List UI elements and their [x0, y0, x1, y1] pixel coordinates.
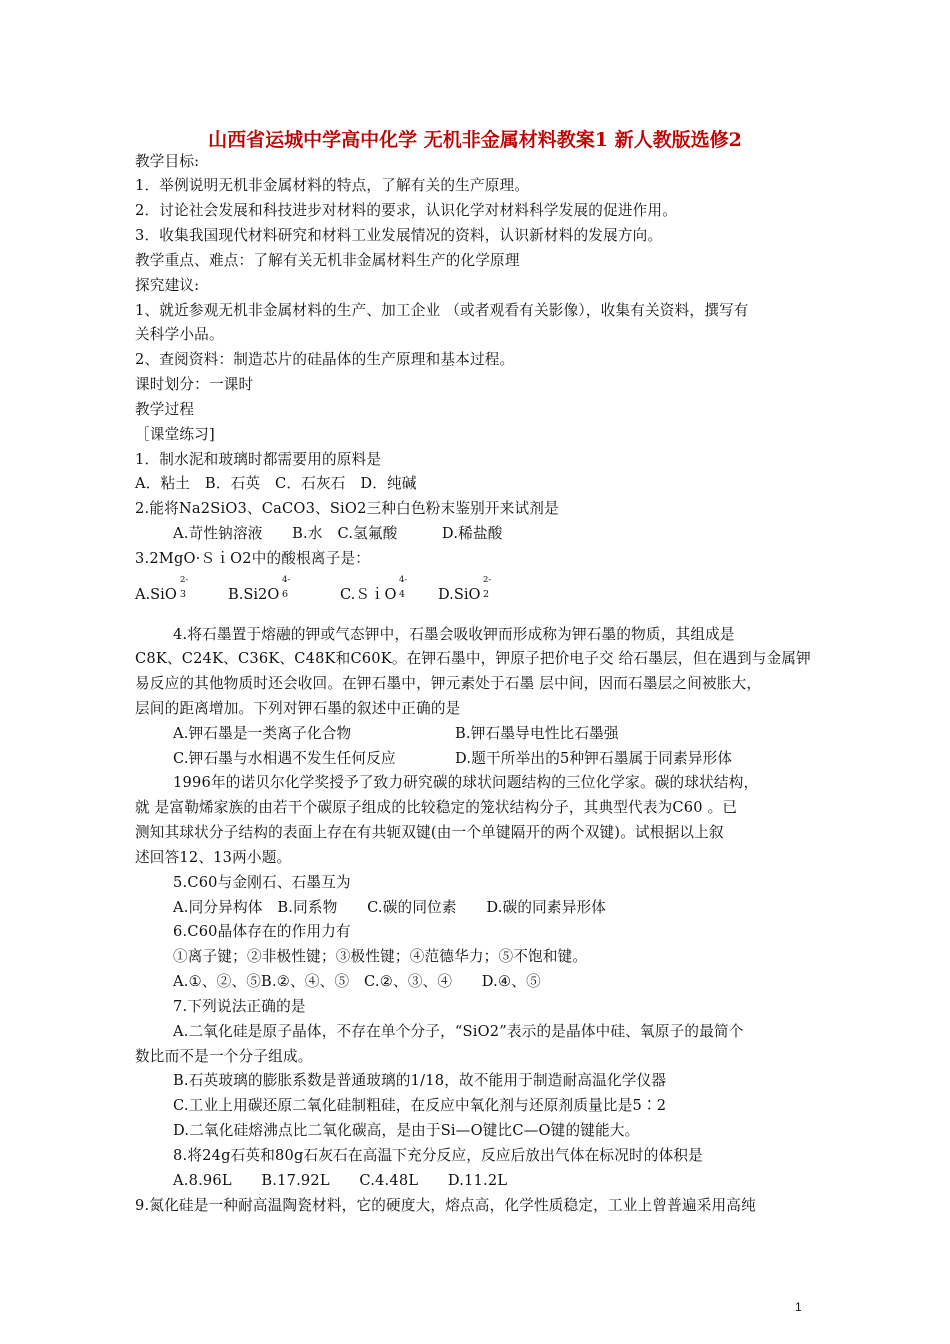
option-c-formula: C.ＳｉO [340, 586, 397, 603]
text-line: A．粘土 B．石英 C．石灰石 D．纯碱 [135, 475, 417, 492]
text-line: A.钾石墨是一类离子化合物 [173, 725, 352, 742]
option-b-formula: B.Si2O [228, 586, 280, 603]
text-line: ①离子键；②非极性键；③极性键；④范德华力；⑤不饱和键。 [173, 948, 588, 965]
text-line: 测知其球状分子结构的表面上存在有共轭双键(由一个单键隔开的两个双键)。试根据以上叙 [135, 824, 724, 841]
text-line: 2、查阅资料：制造芯片的硅晶体的生产原理和基本过程。 [135, 351, 515, 368]
text-line: 层间的距离增加。下列对钾石墨的叙述中正确的是 [135, 700, 461, 717]
option-a-charge: 2- [180, 575, 189, 585]
text-line: 课时划分：一课时 [135, 376, 254, 393]
text-line: 3．收集我国现代材料研究和材料工业发展情况的资料，认识新材料的发展方向。 [135, 227, 663, 244]
text-line: 教学重点、难点：了解有关无机非金属材料生产的化学原理 [135, 252, 520, 269]
text-line: 数比而不是一个分子组成。 [135, 1048, 313, 1065]
document-title: 山西省运城中学高中化学 无机非金属材料教案1 新人教版选修2 [208, 129, 742, 151]
option-b-subscript: 6 [282, 589, 289, 600]
option-b-charge: 4- [282, 575, 291, 585]
text-line: 1、就近参观无机非金属材料的生产、加工企业 （或者观看有关影像），收集有关资料，撰写有 [135, 302, 749, 319]
text-line: A.①、②、⑤B.②、④、⑤ C.②、③、④ D.④、⑤ [173, 973, 541, 990]
text-line: A.苛性钠溶液 B.水 C.氢氟酸 D.稀盐酸 [173, 525, 503, 542]
text-line: ［课堂练习] [135, 426, 215, 443]
text-line: 5.C60与金刚石、石墨互为 [173, 874, 351, 891]
text-line: 1．举例说明无机非金属材料的特点，了解有关的生产原理。 [135, 177, 530, 194]
text-line: 2.能将Na2SiO3、CaCO3、SiO2三种白色粉末鉴别开来试剂是 [135, 500, 559, 517]
option-a-formula: A.SiO [135, 586, 177, 603]
option-d-subscript: 2 [483, 589, 490, 600]
text-line: 述回答12、13两小题。 [135, 849, 292, 866]
text-line: C.钾石墨与水相遇不发生任何反应 [173, 750, 396, 767]
text-line: 就 是富勒烯家族的由若干个碳原子组成的比较稳定的笼状结构分子，其典型代表为C60 。已 [135, 799, 738, 816]
text-line: D.题干所举出的5种钾石墨属于同素异形体 [455, 750, 733, 767]
option-d-formula: D.SiO [438, 586, 481, 603]
text-line: A.二氧化硅是原子晶体，不存在单个分子，“SiO2”表示的是晶体中硅、氧原子的最简个 [173, 1023, 744, 1040]
text-line: C.工业上用碳还原二氧化硅制粗硅，在反应中氧化剂与还原剂质量比是5∶2 [173, 1097, 667, 1114]
option-c-charge: 4- [399, 575, 408, 585]
text-line: B.石英玻璃的膨胀系数是普通玻璃的1/18，故不能用于制造耐高温化学仪器 [173, 1072, 667, 1089]
text-line: B.钾石墨导电性比石墨强 [455, 725, 619, 742]
text-line: 教学目标: [135, 153, 200, 170]
text-line: 8.将24g石英和80g石灰石在高温下充分反应，反应后放出气体在标况时的体积是 [173, 1147, 703, 1164]
text-line: 1996年的诺贝尔化学奖授予了致力研究碳的球状问题结构的三位化学家。碳的球状结构， [173, 774, 759, 791]
text-line: 易反应的其他物质时还会收回。在钾石墨中，钾元素处于石墨 层中间，因而石墨层之间被胀大， [135, 675, 762, 692]
text-line: 6.C60晶体存在的作用力有 [173, 923, 351, 940]
text-line: 3.2MgO·ＳｉO2中的酸根离子是： [135, 550, 371, 567]
option-c-subscript: 4 [399, 589, 406, 600]
option-d-charge: 2- [483, 575, 492, 585]
text-line: 探究建议: [135, 277, 200, 294]
text-line: 1．制水泥和玻璃时都需要用的原料是 [135, 451, 382, 468]
text-line: 7.下列说法正确的是 [173, 998, 306, 1015]
text-line: 9.氮化硅是一种耐高温陶瓷材料，它的硬度大，熔点高，化学性质稳定，工业上曾普遍采用高纯 [135, 1197, 756, 1214]
option-a-subscript: 3 [180, 589, 187, 600]
text-line: A.8.96L B.17.92L C.4.48L D.11.2L [173, 1172, 508, 1189]
text-line: 2．讨论社会发展和科技进步对材料的要求，认识化学对材料科学发展的促进作用。 [135, 202, 678, 219]
text-line: 关科学小品。 [135, 326, 224, 343]
page-number: 1 [795, 1300, 802, 1314]
text-line: D.二氧化硅熔沸点比二氧化碳高，是由于Si—O键比C—O键的键能大。 [173, 1122, 640, 1139]
text-line: A.同分异构体 B.同系物 C.碳的同位素 D.碳的同素异形体 [173, 899, 607, 916]
text-line: 教学过程 [135, 401, 195, 418]
text-line: C8K、C24K、C36K、C48K和C60K。在钾石墨中，钾原子把价电子交 给石墨层，但在遇到与金属钾 [135, 650, 811, 667]
text-line: 4.将石墨置于熔融的钾或气态钾中，石墨会吸收钾而形成称为钾石墨的物质，其组成是 [173, 626, 735, 643]
